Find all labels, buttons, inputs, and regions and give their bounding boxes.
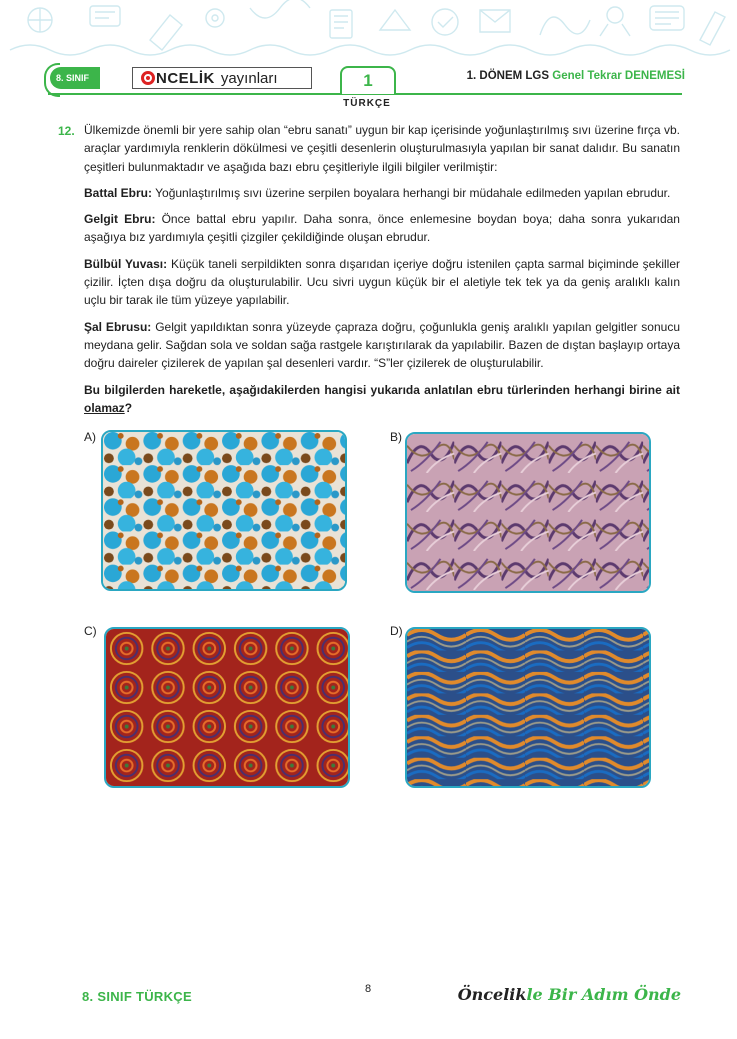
ebru-type-term: Şal Ebrusu: <box>84 319 152 334</box>
exam-title-kind: DENEMESİ <box>624 70 685 82</box>
ebru-type-sal <box>84 318 680 373</box>
option-b-label[interactable]: B) <box>390 430 402 444</box>
option-d-label[interactable]: D) <box>390 624 403 638</box>
ebru-type-battal <box>84 184 680 202</box>
question-intro: Ülkemizde önemli bir yere sahip olan “ebru sanatı” uygun bir kap içerisinde yoğunlaştırılmış sıvı üzerine fırça vb. araçlar yardımıyla renklerin dökülmesi ve çeşitli desenlerin oluşturulmasıyla yapılan bir sanat dalıdır. Bu sanatın çeşitleri bulunmaktadır ve aşağıda bazı ebru çeşitleriyle ilgili bilgiler verilmiştir: <box>84 123 680 174</box>
question-body <box>84 121 680 425</box>
ebru-type-desc: Küçük taneli serpildikten sonra dışarıdan içeriye doğru istenilen çapta sarmal biçiminde şekiller çizilir. İçten dışa doğru da oluşturulabilir. Ucu sivri uygun küçük bir el aletiyle tek tek ya da geniş aralıklı kalın uçlu bir tarak ile tüm yüzeye yapılabilir. <box>84 256 680 308</box>
option-a-label[interactable]: A) <box>84 430 96 444</box>
question-prompt-end: ? <box>124 400 133 415</box>
footer-slogan <box>458 985 681 1004</box>
publisher-logo <box>132 67 312 89</box>
footer-slogan-rest: le Bir Adım Önde <box>526 985 681 1004</box>
ebru-type-desc: Gelgit yapıldıktan sonra yüzeyde çapraza doğru, çoğunlukla geniş aralıklı yapılan gelgitler sonucu meydana gelir. Sağdan sola ve soldan sağa rastgele karıştırılarak da yapılabilir. Bazen de dıştan başlayıp ortaya doğru daireler çizilerek de yapılan şal desenleri vardır. “S”ler çizilerek de oluşturulabilir. <box>84 319 680 371</box>
option-b-image[interactable] <box>405 432 651 593</box>
question-number: 12. <box>58 124 75 138</box>
blue-orange-battal-marbling-image <box>103 432 345 589</box>
exam-title <box>467 70 685 82</box>
option-c-image[interactable] <box>104 627 350 788</box>
ebru-type-term: Bülbül Yuvası: <box>84 256 168 271</box>
question-prompt <box>84 381 680 418</box>
subject-label: TÜRKÇE <box>343 98 391 109</box>
booklet-number: 1 <box>340 66 396 94</box>
ebru-type-gelgit <box>84 210 680 247</box>
option-d-image[interactable] <box>405 627 651 788</box>
footer-course-label: 8. SINIF TÜRKÇE <box>82 989 192 1004</box>
option-a-image[interactable] <box>101 430 347 591</box>
red-swirl-bulbul-marbling-image <box>106 629 348 786</box>
purple-pink-sal-marbling-image <box>407 434 649 591</box>
header-doodle-background <box>0 0 737 66</box>
ebru-type-desc: Önce battal ebru yapılır. Daha sonra, önce enlemesine boydan boya; daha sonra yukarıdan aşağıya bız yardımıyla çeşitli çizgiler çekildiğinde oluşan ebrudur. <box>84 212 680 245</box>
logo-o-mark-icon <box>141 71 155 85</box>
logo-subtitle: yayınları <box>220 69 278 87</box>
question-prompt-negation: olamaz <box>84 400 125 415</box>
option-c-label[interactable]: C) <box>84 624 97 638</box>
ebru-type-bulbul <box>84 255 680 310</box>
ebru-type-term: Battal Ebru: <box>84 185 153 200</box>
ebru-type-term: Gelgit Ebru: <box>84 212 156 227</box>
exam-title-review: Genel Tekrar <box>552 70 622 82</box>
question-prompt-main: Bu bilgilerden hareketle, aşağıdakilerden hangisi yukarıda anlatılan ebru türlerinden herhangi birine ait <box>84 382 680 397</box>
exam-title-term: 1. DÖNEM LGS <box>466 70 550 82</box>
ebru-type-desc: Yoğunlaştırılmış sıvı üzerine serpilen boyalara herhangi bir müdahale edilmeden yapılan ebrudur. <box>152 185 671 200</box>
class-label: 8. SINIF <box>50 67 100 89</box>
footer-slogan-brand: Öncelik <box>457 985 527 1004</box>
blue-orange-wave-marbling-image <box>407 629 649 786</box>
page-number: 8 <box>364 983 372 995</box>
logo-brand: NCELİK <box>156 69 215 87</box>
